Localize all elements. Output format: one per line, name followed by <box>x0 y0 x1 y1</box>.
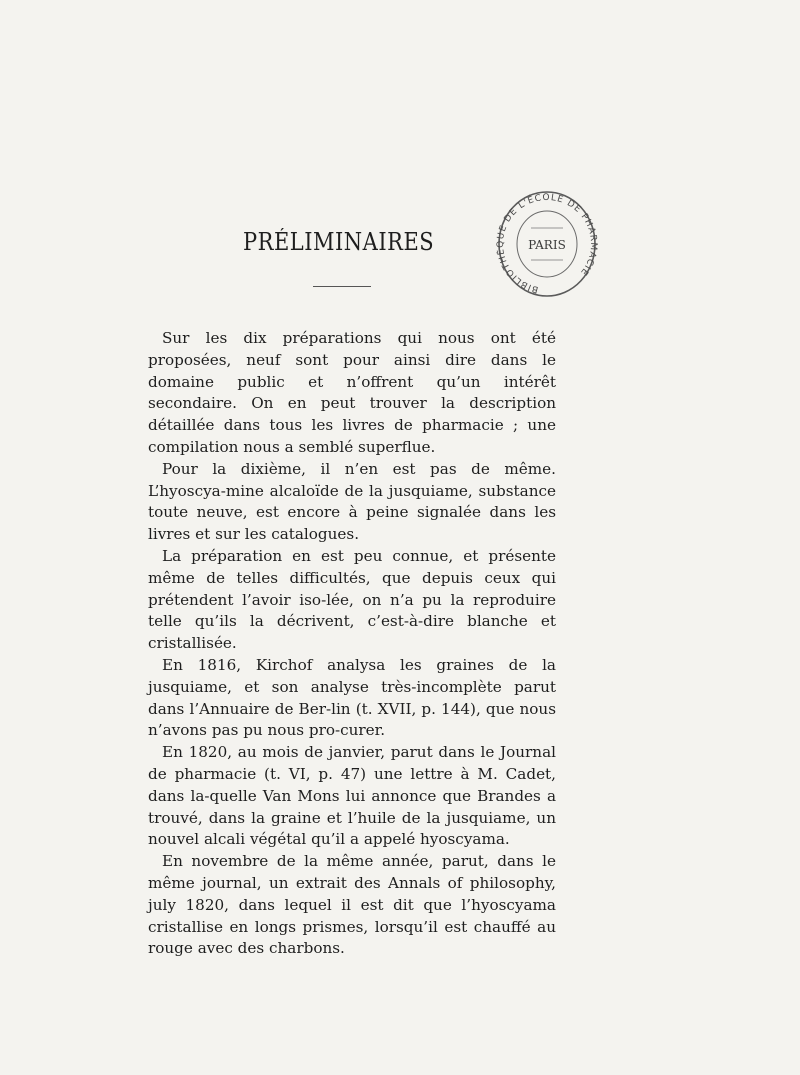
paragraph: La préparation en est peu connue, et présente même de telles difficultés, que depuis ceux qui prétendent l’avoir iso-lée, on n’a pu la reproduire telle qu’ils la décrivent, c’est-à-dire blanche et cristallisée. <box>148 546 556 653</box>
stamp-center-text: PARIS <box>528 238 566 252</box>
stamp-ring-text: BIBLIOTHÈQUE DE L'ÉCOLE DE PHARMACIE <box>496 192 598 295</box>
paragraph: Sur les dix préparations qui nous ont été proposées, neuf sont pour ainsi dire dans le domaine public et n’offrent qu’un intérêt secondaire. On en peut trouver la description détaillée dans tous les livres de pharmacie ; une compilation nous a semblé superflue. <box>148 329 556 456</box>
paragraph: En 1820, au mois de janvier, parut dans le Journal de pharmacie (t. VI, p. 47) une lettre à M. Cadet, dans la-quelle Van Mons lui annonce que Brandes a trouvé, dans la graine et l’huile de la jusquiame, un nouvel alcali végétal qu’il a appelé hyoscyama. <box>148 743 556 849</box>
page-title: PRÉLIMINAIRES <box>243 228 435 256</box>
title-rule <box>313 286 371 287</box>
paragraph: Pour la dixième, il n’en est pas de même. L’hyoscya-mine alcaloïde de la jusquiame, substance toute neuve, est encore à peine signalée dans les livres et sur les catalogues. <box>148 459 556 544</box>
paragraph: En 1816, Kirchof analysa les graines de la jusquiame, et son analyse très-incomplète parut dans l’Annuaire de Ber-lin (t. XVII, p. 144), que nous n’avons pas pu nous pro-curer. <box>148 655 556 740</box>
library-stamp <box>496 188 598 300</box>
paragraph: En novembre de la même année, parut, dans le même journal, un extrait des Annals of philosophy, july 1820, dans lequel il est dit que l’hyoscyama cristallise en longs prismes, lorsqu’il est chauffé au rouge avec des charbons. <box>148 852 556 958</box>
body-text <box>148 328 556 960</box>
